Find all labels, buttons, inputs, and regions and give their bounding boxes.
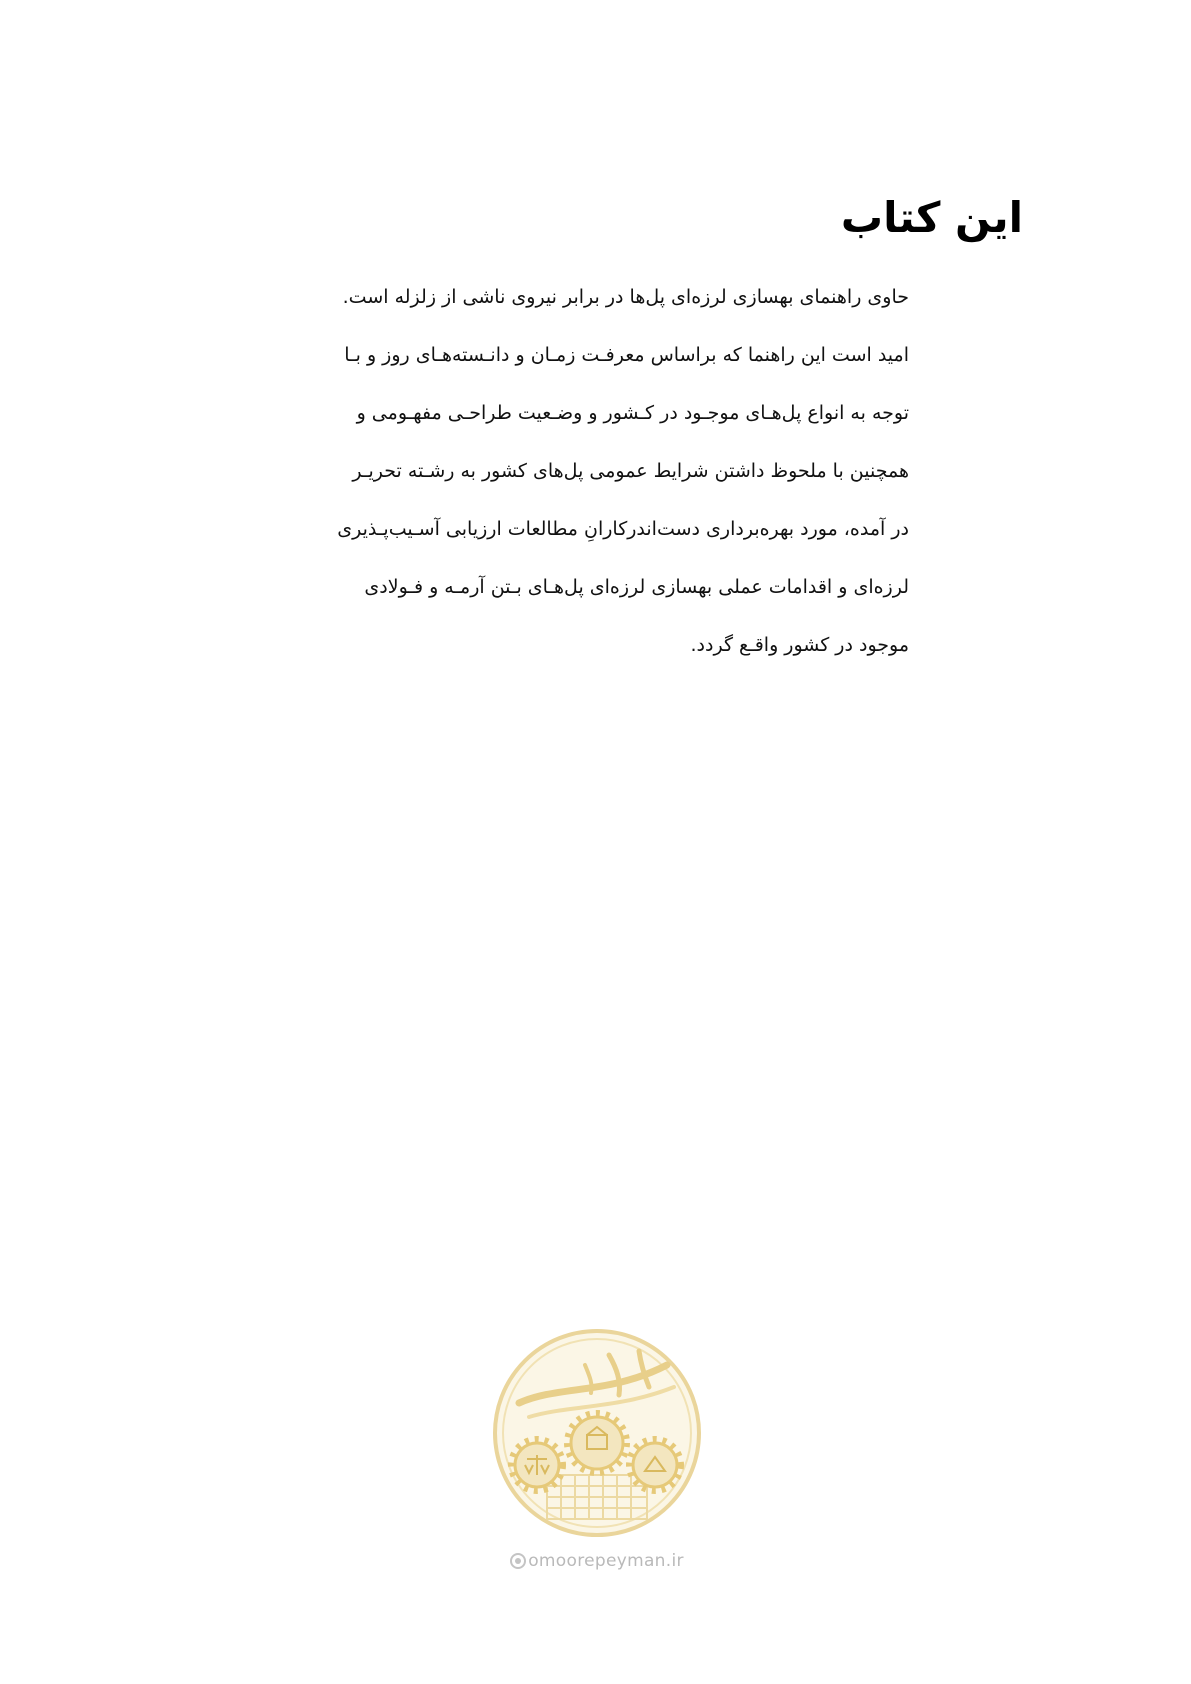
paragraph-line: لرزه‌ای و اقدامات عملی بهسازی لرزه‌ای پل‌هـای بـتن آرمـه و فـولادی	[364, 576, 909, 598]
watermark-site-text: omoorepeyman.ir	[528, 1551, 684, 1571]
watermark-site-label	[489, 1551, 705, 1571]
paragraph-line: همچنین با ملحوظ داشتن شرایط عمومی پل‌های کشور به رشـته تحریـر	[352, 460, 909, 482]
page-title: این کتاب	[840, 193, 1023, 242]
intro-paragraph	[337, 268, 909, 674]
watermark-logo	[489, 1325, 705, 1605]
omoore-peyman-seal-icon	[489, 1325, 705, 1541]
paragraph-line: حاوی راهنمای بهسازی لرزه‌ای پل‌ها در برابر نیروی ناشی از زلزله است.	[342, 286, 909, 308]
paragraph-line: توجه به انواع پل‌هـای موجـود در کـشور و وضـعیت طراحـی مفهـومی و	[356, 402, 909, 424]
paragraph-line: امید است این راهنما که براساس معرفـت زمـان و دانـسته‌هـای روز و بـا	[344, 344, 909, 366]
at-sign-icon	[510, 1553, 526, 1569]
paragraph-line: در آمده، مورد بهره‌برداری دست‌اندرکارانِ مطالعات ارزیابی آسـیب‌پـذیری	[337, 518, 909, 540]
paragraph-line: موجود در کشور واقـع گردد.	[690, 634, 909, 656]
